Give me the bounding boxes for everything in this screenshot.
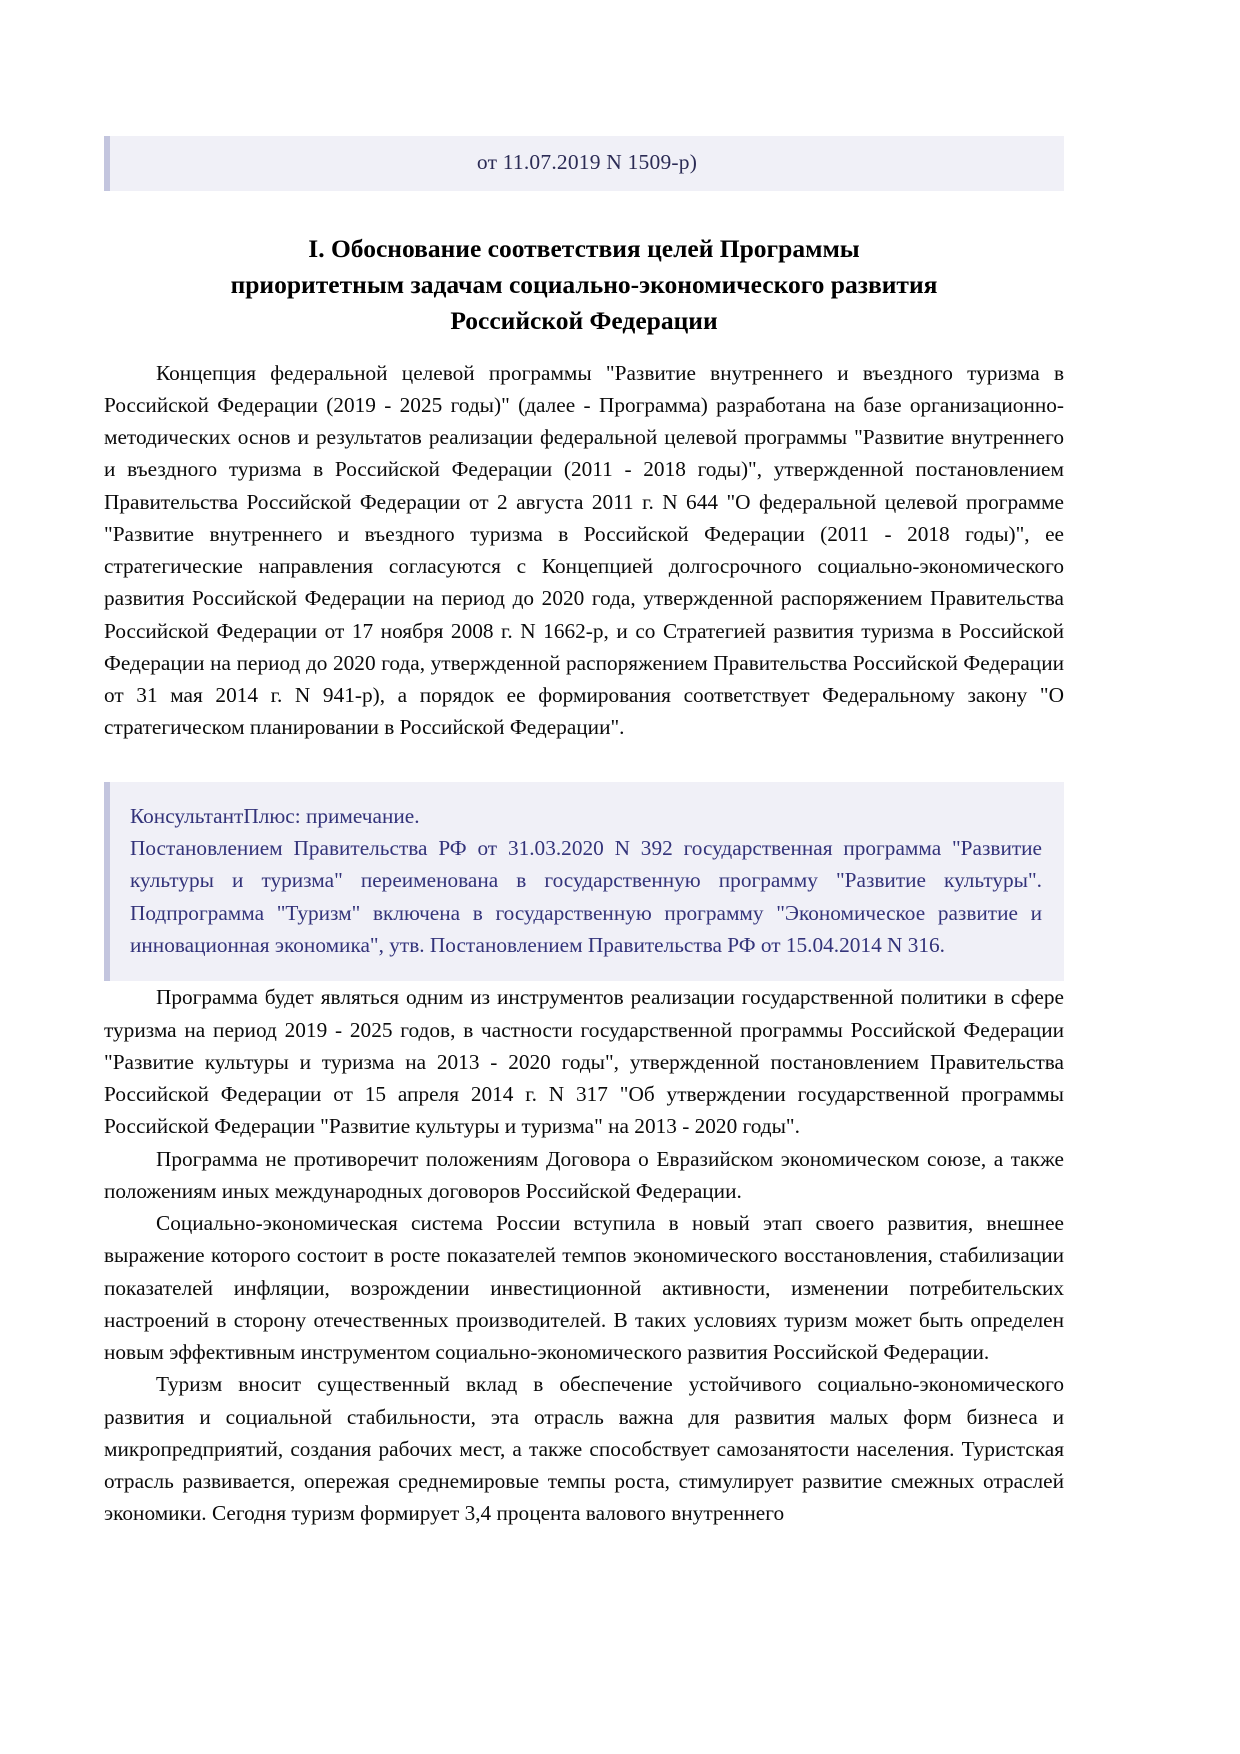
paragraph-eaeu-treaty: Программа не противоречит положениям Договора о Евразийском экономическом союзе, а также положениям иных международных договоров Российской Федерации. (104, 1146, 1064, 1203)
page-title-line-1: I. Обоснование соответствия целей Программы (308, 234, 860, 263)
reference-banner-text: от 11.07.2019 N 1509-р) (476, 150, 698, 174)
paragraph-tourism-contribution: Туризм вносит существенный вклад в обеспечение устойчивого социально-экономического развития и социальной стабильности, эта отрасль важна для развития малых форм бизнеса и микропредприятий, создания рабочих мест, а также способствует самозанятости населения. Туристская отрасль развивается, опережая среднемировые темпы роста, стимулирует развитие смежных отраслей экономики. Сегодня туризм формирует 3,4 процента валового внутреннего (104, 1372, 1064, 1526)
consultant-note-body: Постановлением Правительства РФ от 31.03.2020 N 392 государственная программа "Развитие культуры и туризма" переименована в государственную программу "Развитие культуры". Подпрограмма "Туризм" включена в государственную программу "Экономическое развитие и инновационная экономика", утв. Постановлением Правительства РФ от 15.04.2014 N 316. (130, 836, 1042, 958)
consultant-note-box (104, 782, 1064, 982)
consultant-note-heading: КонсультантПлюс: примечание. (130, 803, 420, 828)
page-title (104, 231, 1064, 340)
reference-banner (104, 136, 1064, 191)
page-title-line-2: приоритетным задачам социально-экономического развития (230, 270, 938, 300)
page-title-line-3: Российской Федерации (450, 306, 718, 336)
paragraph-concept-of-program: Концепция федеральной целевой программы "Развитие внутреннего и въездного туризма в Российской Федерации (2019 - 2025 годы)" (далее - Программа) разработана на базе организационно-методических основ и результатов реализации федеральной целевой программы "Развитие внутреннего и въездного туризма в Российской Федерации (2011 - 2018 годы)", утвержденной постановлением Правительства Российской Федерации от 2 августа 2011 г. N 644 "О федеральной целевой программе "Развитие внутреннего и въездного туризма в Российской Федерации (2011 - 2018 годы)", ее стратегические направления согласуются с Концепцией долгосрочного социально-экономического развития Российской Федерации на период до 2020 года, утвержденной распоряжением Правительства Российской Федерации от 17 ноября 2008 г. N 1662-р, и со Стратегией развития туризма в Российской Федерации на период до 2020 года, утвержденной распоряжением Правительства Российской Федерации от 31 мая 2014 г. N 941-р), а порядок ее формирования соответствует Федеральному закону "О стратегическом планировании в Российской Федерации". (104, 360, 1064, 740)
document-content (104, 0, 1064, 1530)
paragraph-program-instrument: Программа будет являться одним из инструментов реализации государственной политики в сфере туризма на период 2019 - 2025 годов, в частности государственной программы Российской Федерации "Развитие культуры и туризма на 2013 - 2020 годы", утвержденной постановлением Правительства Российской Федерации от 15 апреля 2014 г. N 317 "Об утверждении государственной программы Российской Федерации "Развитие культуры и туризма" на 2013 - 2020 годы". (104, 985, 1064, 1139)
paragraph-socioeconomic-system: Социально-экономическая система России вступила в новый этап своего развития, внешнее выражение которого состоит в росте показателей темпов экономического восстановления, стабилизации показателей инфляции, возрождении инвестиционной активности, изменении потребительских настроений в сторону отечественных производителей. В таких условиях туризм может быть определен новым эффективным инструментом социально-экономического развития Российской Федерации. (104, 1211, 1064, 1365)
